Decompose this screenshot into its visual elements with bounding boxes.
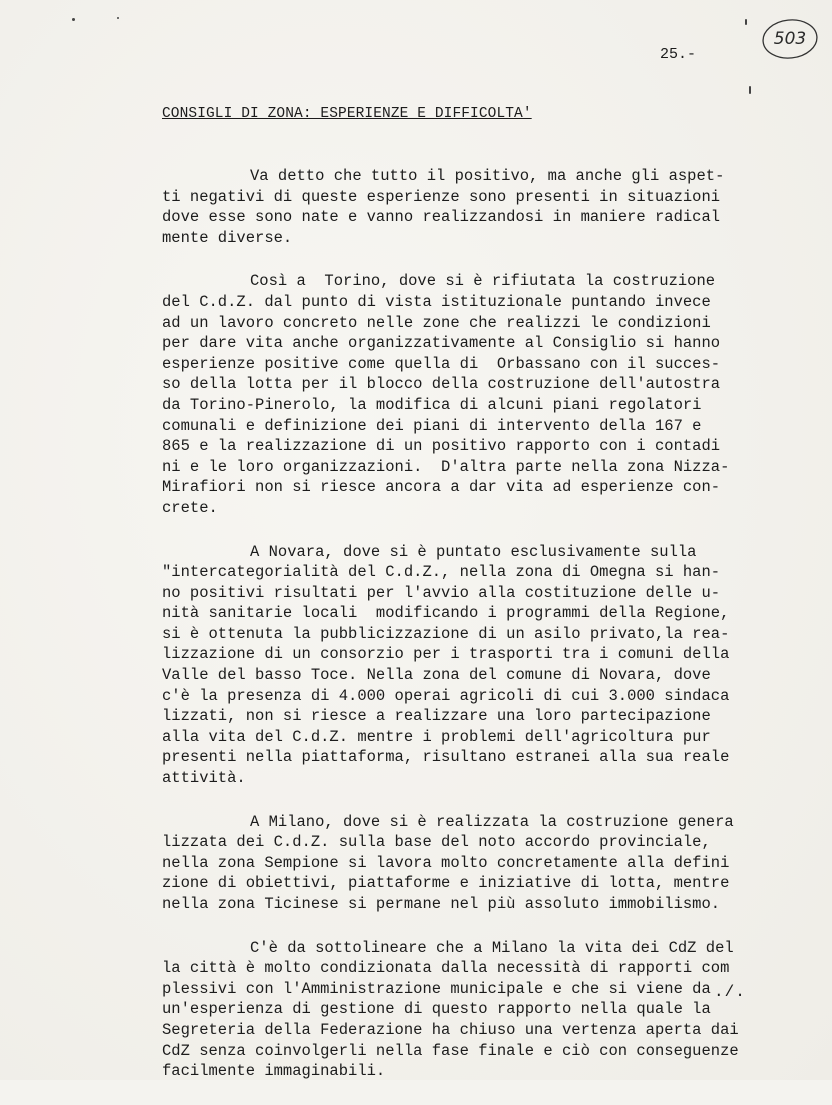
paper-speck: [117, 17, 119, 19]
text-line: Mirafiori non si riesce ancora a dar vita ad esperienze con-: [162, 478, 721, 497]
paper-speck: [745, 19, 747, 25]
text-line: nità sanitarie locali modificando i programmi della Regione,: [162, 604, 730, 623]
paragraph: [162, 812, 802, 915]
text-line: "intercategorialità del C.d.Z., nella zona di Omegna si han-: [162, 563, 721, 582]
text-line: presenti nella piattaforma, risultano estranei alla sua reale: [162, 748, 730, 767]
paragraph-first-line: Così a Torino, dove si è rifiutata la costruzione: [250, 272, 716, 291]
text-line: dove esse sono nate e vanno realizzandosi in maniere radical: [162, 208, 721, 227]
text-line: del C.d.Z. dal punto di vista istituzionale puntando invece: [162, 292, 711, 311]
text-line: la città è molto condizionata dalla necessità di rapporti com: [162, 959, 730, 978]
text-line: lizzati, non si riesce a realizzare una loro partecipazione: [162, 707, 711, 726]
paragraph-first-line: C'è da sottolineare che a Milano la vita dei CdZ del: [250, 938, 734, 957]
text-line: da Torino-Pinerolo, la modifica di alcuni piani regolatori: [162, 395, 702, 414]
continuation-mark: ./.: [714, 983, 746, 1001]
paragraph: [162, 542, 802, 789]
text-line: crete.: [162, 498, 218, 517]
text-line: comunali e definizione dei piani di intervento della 167 e: [162, 416, 702, 435]
text-line: no positivi risultati per l'avvio alla costituzione delle u-: [162, 583, 721, 602]
paragraph-first-line: A Milano, dove si è realizzata la costruzione genera: [250, 812, 734, 831]
archive-number: 503: [773, 29, 807, 49]
text-line: plessivi con l'Amministrazione municipale e che si viene da: [162, 979, 711, 998]
text-line: attività.: [162, 769, 246, 788]
text-line: Valle del basso Toce. Nella zona del comune di Novara, dove: [162, 666, 711, 685]
text-line: 865 e la realizzazione di un positivo rapporto con i contadi: [162, 437, 721, 456]
text-line: CdZ senza coinvolgerli nella fase finale e ciò con conseguenze: [162, 1041, 739, 1060]
paragraph: [162, 938, 802, 1082]
text-line: esperienze positive come quella di Orbassano con il succes-: [162, 354, 721, 373]
text-line: c'è la presenza di 4.000 operai agricoli di cui 3.000 sindaca: [162, 686, 730, 705]
section-heading: CONSIGLI DI ZONA: ESPERIENZE E DIFFICOLTA': [162, 106, 532, 122]
text-line: per dare vita anche organizzativamente al Consiglio si hanno: [162, 334, 721, 353]
paragraph-first-line: A Novara, dove si è puntato esclusivamente sulla: [250, 542, 697, 561]
text-line: nella zona Sempione si lavora molto concretamente alla defini: [162, 853, 730, 872]
text-line: un'esperienza di gestione di questo rapporto nella quale la: [162, 1000, 711, 1019]
text-line: alla vita del C.d.Z. mentre i problemi dell'agricoltura pur: [162, 727, 711, 746]
text-line: nella zona Ticinese si permane nel più assoluto immobilismo.: [162, 895, 721, 913]
body-text: [162, 166, 802, 1105]
text-line: ni e le loro organizzazioni. D'altra parte nella zona Nizza-: [162, 457, 730, 476]
text-line: so della lotta per il blocco della costruzione dell'autostra: [162, 375, 721, 394]
paper-speck: [72, 18, 75, 21]
text-line: mente diverse.: [162, 228, 293, 247]
text-line: lizzazione di un consorzio per i trasporti tra i comuni della: [162, 645, 730, 664]
text-line: si è ottenuta la pubblicizzazione di un asilo privato,la rea-: [162, 624, 730, 643]
archive-number-stamp: [761, 16, 819, 62]
page-number: 25.-: [660, 46, 697, 63]
paragraph: [162, 166, 802, 248]
text-line: zione di obiettivi, piattaforme e iniziative di lotta, mentre: [162, 874, 730, 893]
paragraph: [162, 271, 802, 518]
text-line: lizzata dei C.d.Z. sulla base del noto accordo provinciale,: [162, 833, 711, 852]
text-line: facilmente immaginabili.: [162, 1062, 386, 1081]
text-line: Segreteria della Federazione ha chiuso una vertenza aperta dai: [162, 1020, 739, 1039]
text-line: ad un lavoro concreto nelle zone che realizzi le condizioni: [162, 313, 711, 332]
text-line: ti negativi di queste esperienze sono presenti in situazioni: [162, 187, 721, 206]
paper-speck: [749, 86, 751, 94]
paragraph-first-line: Va detto che tutto il positivo, ma anche gli aspet-: [250, 167, 725, 185]
